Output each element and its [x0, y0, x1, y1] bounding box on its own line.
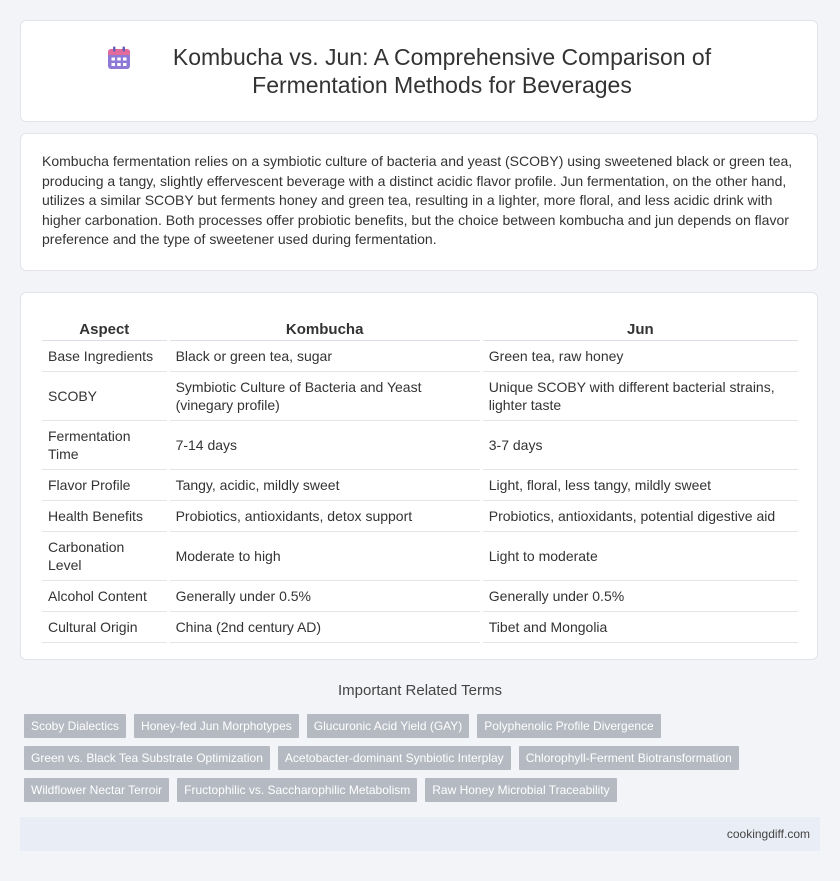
related-term-tag[interactable]: Scoby Dialectics [24, 714, 126, 738]
table-row [42, 470, 798, 501]
cell-aspect: Cultural Origin [42, 612, 167, 643]
related-terms-list [24, 714, 804, 810]
table-row [42, 372, 798, 421]
cell-jun: 3-7 days [483, 421, 798, 470]
cell-aspect: Carbonation Level [42, 532, 167, 581]
intro-paragraph: Kombucha fermentation relies on a symbiotic culture of bacteria and yeast (SCOBY) using sweetened black or green tea, producing a tangy, slightly effervescent beverage with a distinct acidic flavor profile. Jun fermentation, on the other hand, utilizes a similar SCOBY but ferments honey and green tea, resulting in a lighter, more floral, and less acidic drink with higher carbonation. Both processes offer probiotic benefits, but the choice between kombucha and jun depends on flavor preference and the type of sweetener used during fermentation. [42, 153, 793, 247]
table-row [42, 501, 798, 532]
related-term-tag[interactable]: Polyphenolic Profile Divergence [477, 714, 660, 738]
cell-kombucha: China (2nd century AD) [170, 612, 480, 643]
table-header-row [42, 311, 798, 341]
cell-kombucha: Generally under 0.5% [170, 581, 480, 612]
cell-jun: Tibet and Mongolia [483, 612, 798, 643]
cell-kombucha: Probiotics, antioxidants, detox support [170, 501, 480, 532]
comparison-table [42, 311, 798, 643]
cell-kombucha: Symbiotic Culture of Bacteria and Yeast (vinegary profile) [170, 372, 480, 421]
comparison-table-card [20, 292, 818, 660]
cell-aspect: Health Benefits [42, 501, 167, 532]
title-wrap [106, 43, 732, 99]
related-term-tag[interactable]: Fructophilic vs. Saccharophilic Metabolism [177, 778, 417, 802]
cell-jun: Probiotics, antioxidants, potential digestive aid [483, 501, 798, 532]
intro-card [20, 133, 818, 271]
cell-jun: Green tea, raw honey [483, 341, 798, 372]
related-term-tag[interactable]: Chlorophyll-Ferment Biotransformation [519, 746, 739, 770]
related-term-tag[interactable]: Raw Honey Microbial Traceability [425, 778, 616, 802]
table-row [42, 341, 798, 372]
cell-kombucha: Black or green tea, sugar [170, 341, 480, 372]
calendar-icon [106, 45, 132, 71]
page-title: Kombucha vs. Jun: A Comprehensive Comparison of Fermentation Methods for Beverages [172, 44, 712, 98]
table-row [42, 612, 798, 643]
table-row [42, 421, 798, 470]
related-terms-heading: Important Related Terms [338, 682, 502, 699]
header-aspect: Aspect [42, 311, 167, 341]
header-jun: Jun [483, 311, 798, 341]
table-row [42, 532, 798, 581]
table-row [42, 581, 798, 612]
related-term-tag[interactable]: Wildflower Nectar Terroir [24, 778, 169, 802]
cell-aspect: Base Ingredients [42, 341, 167, 372]
footer [20, 817, 820, 851]
cell-aspect: Alcohol Content [42, 581, 167, 612]
cell-jun: Generally under 0.5% [483, 581, 798, 612]
related-term-tag[interactable]: Glucuronic Acid Yield (GAY) [307, 714, 470, 738]
cell-kombucha: 7-14 days [170, 421, 480, 470]
cell-jun: Unique SCOBY with different bacterial strains, lighter taste [483, 372, 798, 421]
related-term-tag[interactable]: Honey-fed Jun Morphotypes [134, 714, 299, 738]
cell-kombucha: Moderate to high [170, 532, 480, 581]
header-kombucha: Kombucha [170, 311, 480, 341]
related-term-tag[interactable]: Green vs. Black Tea Substrate Optimization [24, 746, 270, 770]
cell-aspect: Flavor Profile [42, 470, 167, 501]
cell-jun: Light to moderate [483, 532, 798, 581]
cell-kombucha: Tangy, acidic, mildly sweet [170, 470, 480, 501]
cell-jun: Light, floral, less tangy, mildly sweet [483, 470, 798, 501]
related-term-tag[interactable]: Acetobacter-dominant Synbiotic Interplay [278, 746, 511, 770]
cell-aspect: Fermentation Time [42, 421, 167, 470]
cell-aspect: SCOBY [42, 372, 167, 421]
header-card [20, 20, 818, 122]
footer-site-link[interactable]: cookingdiff.com [726, 827, 810, 841]
